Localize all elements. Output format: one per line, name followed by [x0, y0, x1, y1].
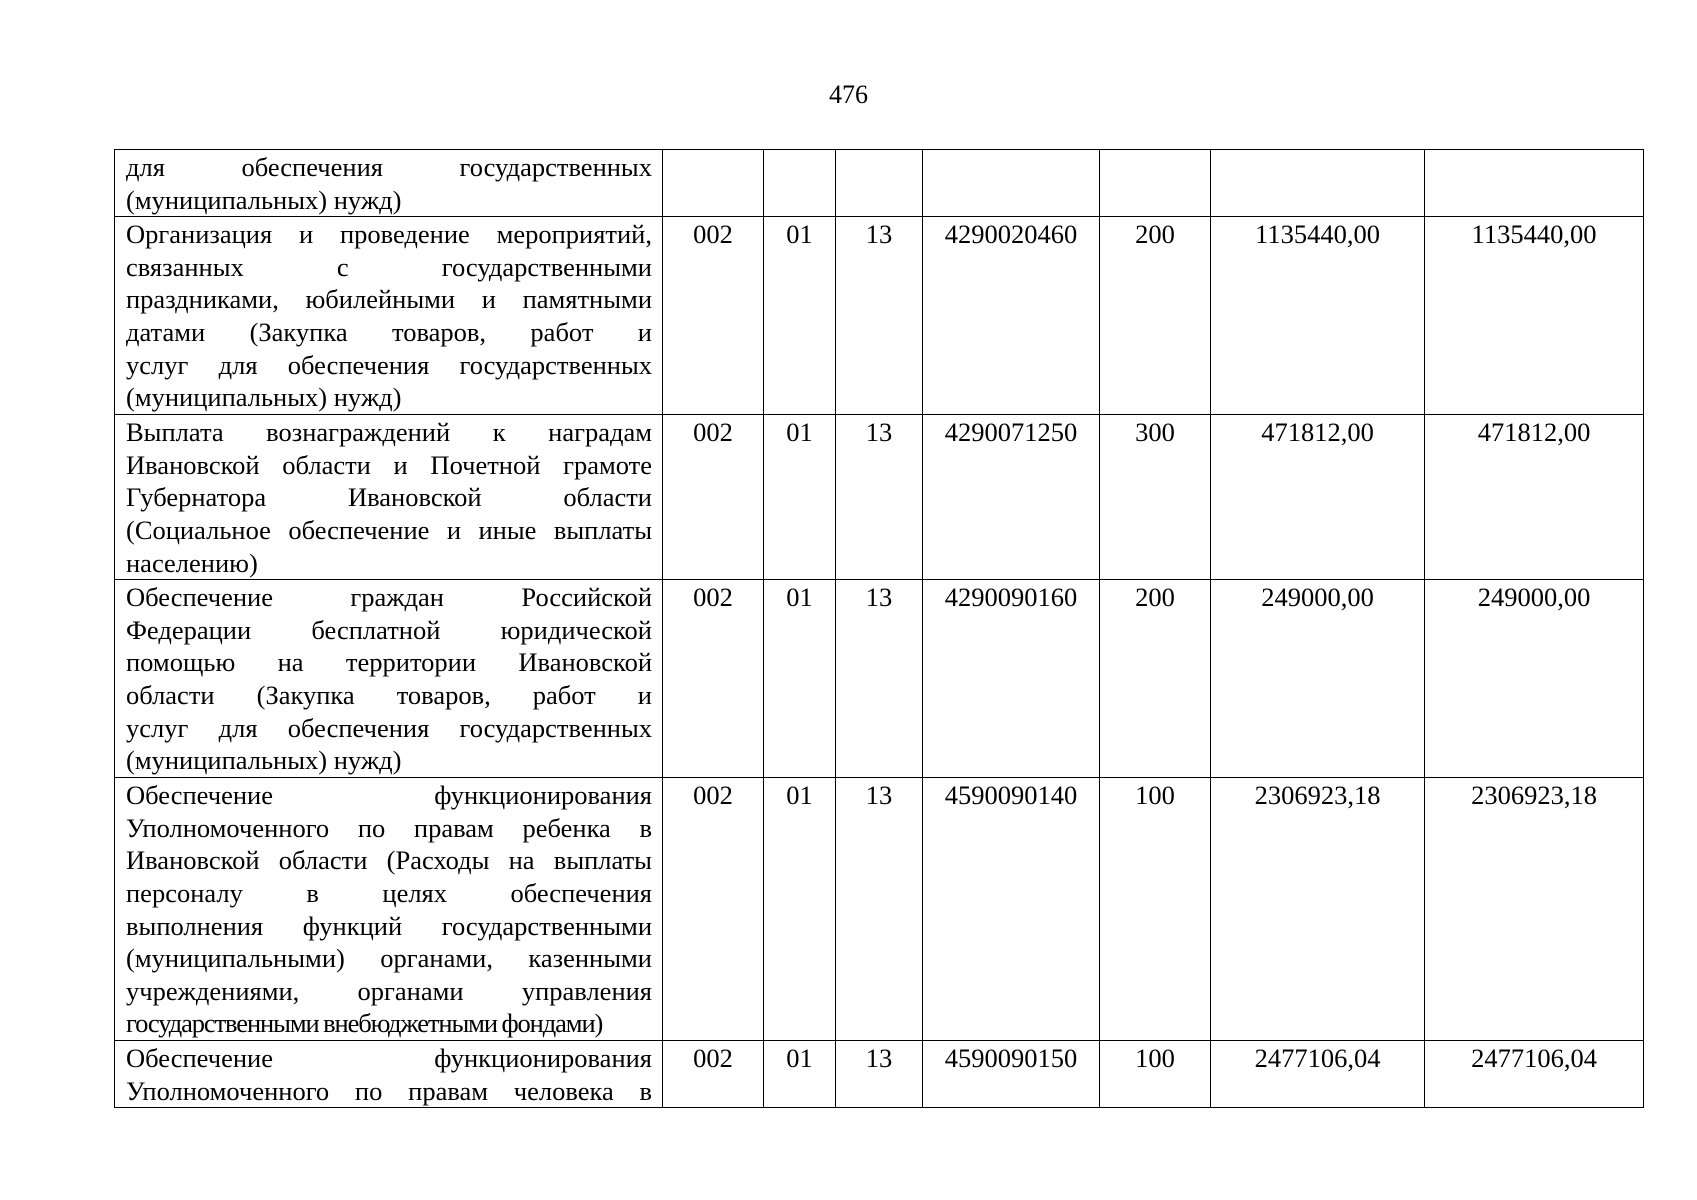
- cell-amount-year-1: 2306923,18: [1211, 778, 1425, 1041]
- cell-amount-year-1: 471812,00: [1211, 415, 1425, 580]
- cell-subsection-code: 13: [836, 778, 923, 1041]
- cell-amount-year-1: 1135440,00: [1211, 217, 1425, 415]
- cell-ministry-code: 002: [663, 415, 764, 580]
- cell-target-article: 4290090160: [923, 580, 1100, 778]
- description-line: (муниципальных) нужд): [126, 184, 402, 215]
- description-line: персоналу в целях обеспечения: [126, 877, 652, 908]
- description-line: услуг для обеспечения государственных: [126, 712, 652, 743]
- table-row: [115, 150, 1644, 217]
- description-line: учреждениями, органами управления: [126, 975, 652, 1006]
- description-line: Организация и проведение мероприятий,: [126, 219, 652, 250]
- cell-target-article: 4290020460: [923, 217, 1100, 415]
- table-row: [115, 778, 1644, 1041]
- description-line: населению): [126, 547, 258, 578]
- description-line: Уполномоченного по правам человека в: [126, 1075, 652, 1106]
- cell-expense-type: [1100, 150, 1211, 217]
- row-description: [115, 217, 663, 415]
- row-description: [115, 150, 663, 217]
- cell-expense-type: 200: [1100, 217, 1211, 415]
- description-line: (муниципальных) нужд): [126, 745, 402, 776]
- description-line: праздниками, юбилейными и памятными: [126, 284, 652, 315]
- description-line: для обеспечения государственных: [126, 152, 652, 182]
- description-line: выполнения функций государственными: [126, 910, 652, 941]
- cell-ministry-code: [663, 150, 764, 217]
- cell-amount-year-1: 2477106,04: [1211, 1041, 1425, 1108]
- cell-amount-year-2: 1135440,00: [1425, 217, 1644, 415]
- cell-amount-year-2: 2477106,04: [1425, 1041, 1644, 1108]
- table-row: [115, 217, 1644, 415]
- description-line: Ивановской области (Расходы на выплаты: [126, 845, 652, 876]
- cell-amount-year-2: 249000,00: [1425, 580, 1644, 778]
- row-description: [115, 580, 663, 778]
- cell-section-code: 01: [764, 217, 836, 415]
- cell-subsection-code: 13: [836, 415, 923, 580]
- description-line: (муниципальными) органами, казенными: [126, 943, 652, 974]
- description-line: Федерации бесплатной юридической: [126, 614, 652, 645]
- description-line: (Социальное обеспечение и иные выплаты: [126, 514, 652, 545]
- budget-table: [114, 149, 1644, 1108]
- cell-subsection-code: 13: [836, 217, 923, 415]
- description-line: Обеспечение граждан Российской: [126, 582, 652, 613]
- table-row: [115, 580, 1644, 778]
- cell-ministry-code: 002: [663, 580, 764, 778]
- table-row: [115, 415, 1644, 580]
- cell-amount-year-2: 471812,00: [1425, 415, 1644, 580]
- cell-expense-type: 300: [1100, 415, 1211, 580]
- cell-amount-year-1: 249000,00: [1211, 580, 1425, 778]
- row-description: [115, 415, 663, 580]
- cell-target-article: 4290071250: [923, 415, 1100, 580]
- description-line: Губернатора Ивановской области: [126, 482, 652, 513]
- cell-subsection-code: 13: [836, 580, 923, 778]
- cell-section-code: 01: [764, 580, 836, 778]
- description-line: помощью на территории Ивановской: [126, 647, 652, 678]
- cell-target-article: 4590090150: [923, 1041, 1100, 1108]
- cell-subsection-code: [836, 150, 923, 217]
- table-row: [115, 1041, 1644, 1108]
- cell-subsection-code: 13: [836, 1041, 923, 1108]
- description-line: Обеспечение функционирования: [126, 780, 652, 811]
- cell-expense-type: 100: [1100, 778, 1211, 1041]
- cell-section-code: [764, 150, 836, 217]
- description-line: датами (Закупка товаров, работ и: [126, 316, 652, 347]
- cell-section-code: 01: [764, 1041, 836, 1108]
- description-line: Уполномоченного по правам ребенка в: [126, 812, 652, 843]
- description-line: (муниципальных) нужд): [126, 382, 402, 413]
- cell-ministry-code: 002: [663, 1041, 764, 1108]
- cell-amount-year-2: [1425, 150, 1644, 217]
- cell-ministry-code: 002: [663, 778, 764, 1041]
- cell-amount-year-2: 2306923,18: [1425, 778, 1644, 1041]
- cell-target-article: [923, 150, 1100, 217]
- cell-section-code: 01: [764, 778, 836, 1041]
- description-line: государственными внебюджетными фондами): [126, 1008, 603, 1039]
- description-line: Ивановской области и Почетной грамоте: [126, 449, 652, 480]
- description-line: области (Закупка товаров, работ и: [126, 679, 652, 710]
- page-number: 476: [829, 80, 868, 109]
- description-line: услуг для обеспечения государственных: [126, 349, 652, 380]
- cell-amount-year-1: [1211, 150, 1425, 217]
- description-line: связанных с государственными: [126, 251, 652, 282]
- row-description: [115, 778, 663, 1041]
- cell-expense-type: 100: [1100, 1041, 1211, 1108]
- cell-expense-type: 200: [1100, 580, 1211, 778]
- row-description: [115, 1041, 663, 1108]
- cell-section-code: 01: [764, 415, 836, 580]
- description-line: Обеспечение функционирования: [126, 1043, 652, 1074]
- cell-target-article: 4590090140: [923, 778, 1100, 1041]
- description-line: Выплата вознаграждений к наградам: [126, 417, 652, 448]
- cell-ministry-code: 002: [663, 217, 764, 415]
